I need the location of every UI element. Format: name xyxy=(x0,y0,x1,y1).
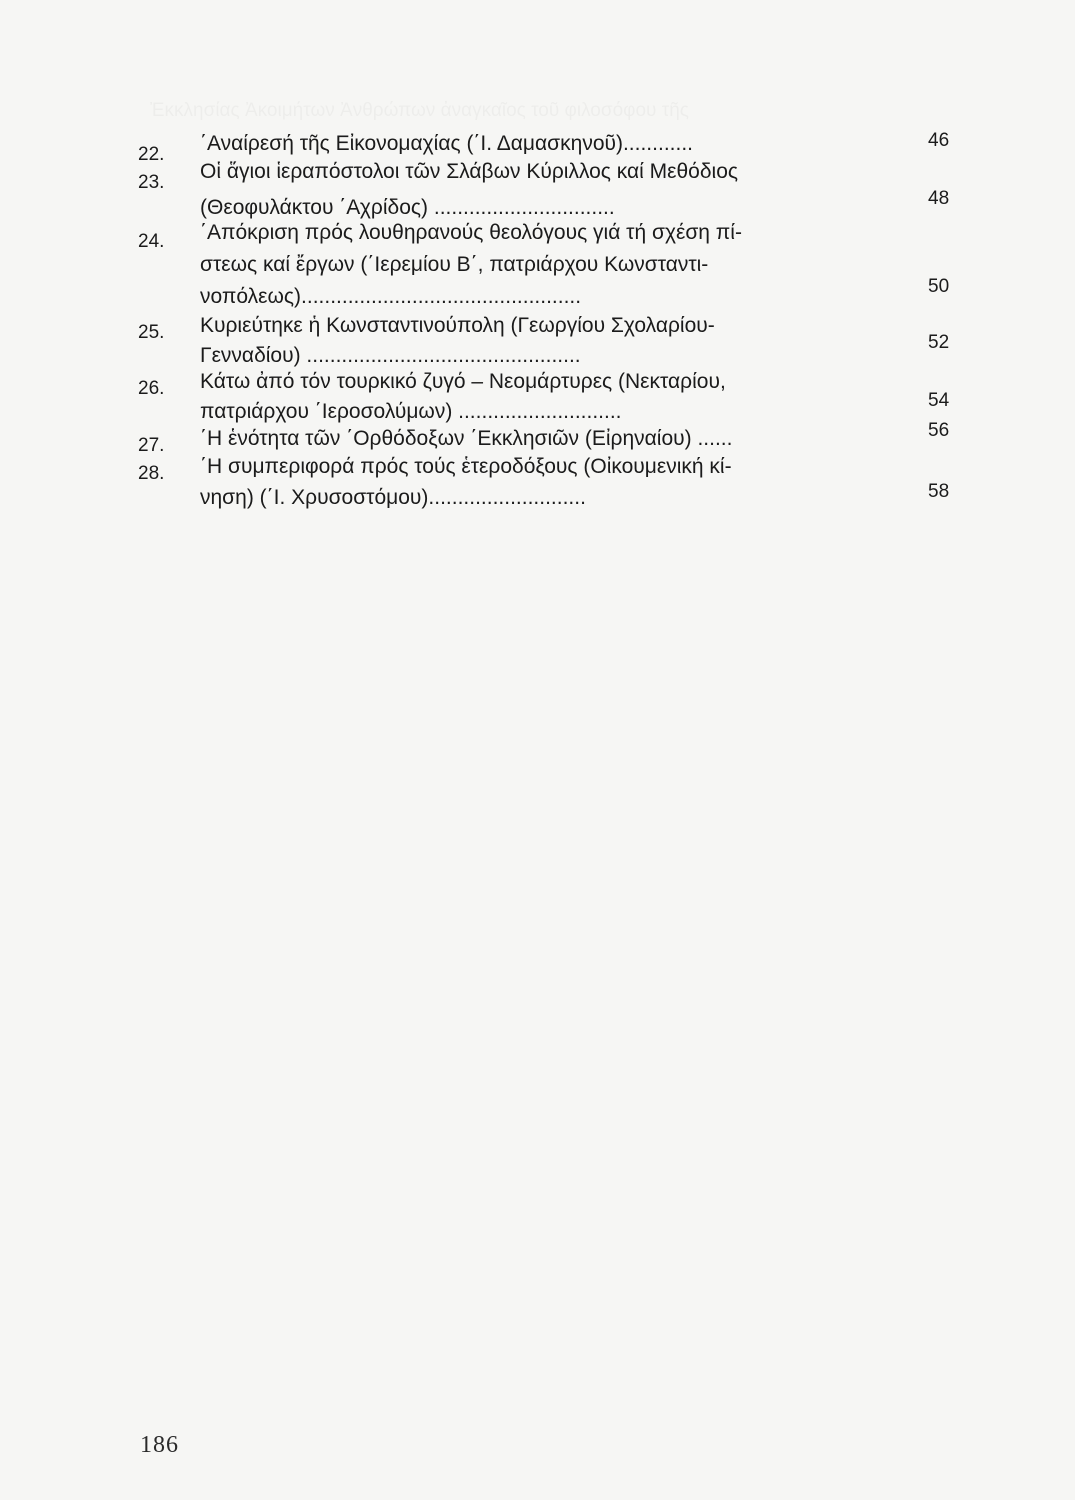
entry-number: 23. xyxy=(138,172,165,193)
entry-title-line: (Θεοφυλάκτου ΄Αχρίδος) ............................... xyxy=(200,196,615,219)
entry-page-number: 52 xyxy=(928,332,950,353)
entry-number: 27. xyxy=(138,435,165,456)
entry-number: 26. xyxy=(138,378,165,399)
entry-title-line: ΄Απόκριση πρός λουθηρανούς θεολόγους γιά τή σχέση πί- xyxy=(200,221,742,244)
entry-number: 24. xyxy=(138,231,165,252)
entry-page-number: 46 xyxy=(928,130,950,151)
entry-title-line: πατριάρχου ΄Ιεροσολύμων) ............................ xyxy=(200,400,622,423)
entry-title-line: Κυριεύτηκε ἡ Κωνσταντινούπολη (Γεωργίου Σχολαρίου- xyxy=(200,314,715,337)
entry-title-line: ΄Η συμπεριφορά πρός τούς ἑτεροδόξους (Οἰκουμενική κί- xyxy=(200,455,732,478)
entry-number: 28. xyxy=(138,463,165,484)
entry-title-line: ΄Η ἑνότητα τῶν ΄Ορθόδοξων ΄Εκκλησιῶν (Εἰρηναίου) ...... xyxy=(200,427,733,450)
page-number: 186 xyxy=(140,1432,179,1458)
entry-page-number: 48 xyxy=(928,188,950,209)
entry-page-number: 58 xyxy=(928,481,950,502)
entry-title-line: στεως καί ἔργων (΄Ιερεμίου Β΄, πατριάρχου Κωνσταντι- xyxy=(200,253,709,276)
entry-title-line: νοπόλεως)................................................ xyxy=(200,285,582,308)
entry-page-number: 54 xyxy=(928,390,950,411)
entry-number: 25. xyxy=(138,322,165,343)
entry-title-line: Κάτω ἀπό τόν τουρκικό ζυγό – Νεομάρτυρες (Νεκταρίου, xyxy=(200,370,726,393)
entry-title-line: νηση) (΄Ι. Χρυσοστόμου)........................... xyxy=(200,486,586,509)
entry-title-line: Γενναδίου) ............................................... xyxy=(200,344,581,367)
entry-title-line: Οἱ ἅγιοι ἱεραπόστολοι τῶν Σλάβων Κύριλλος καί Μεθόδιος xyxy=(200,160,739,183)
entry-title-line: ΄Αναίρεσή τῆς Εἰκονομαχίας (΄Ι. Δαμασκηνοῦ)............ xyxy=(200,132,693,155)
entry-number: 22. xyxy=(138,144,165,165)
entry-page-number: 56 xyxy=(928,420,950,441)
entry-page-number: 50 xyxy=(928,276,950,297)
